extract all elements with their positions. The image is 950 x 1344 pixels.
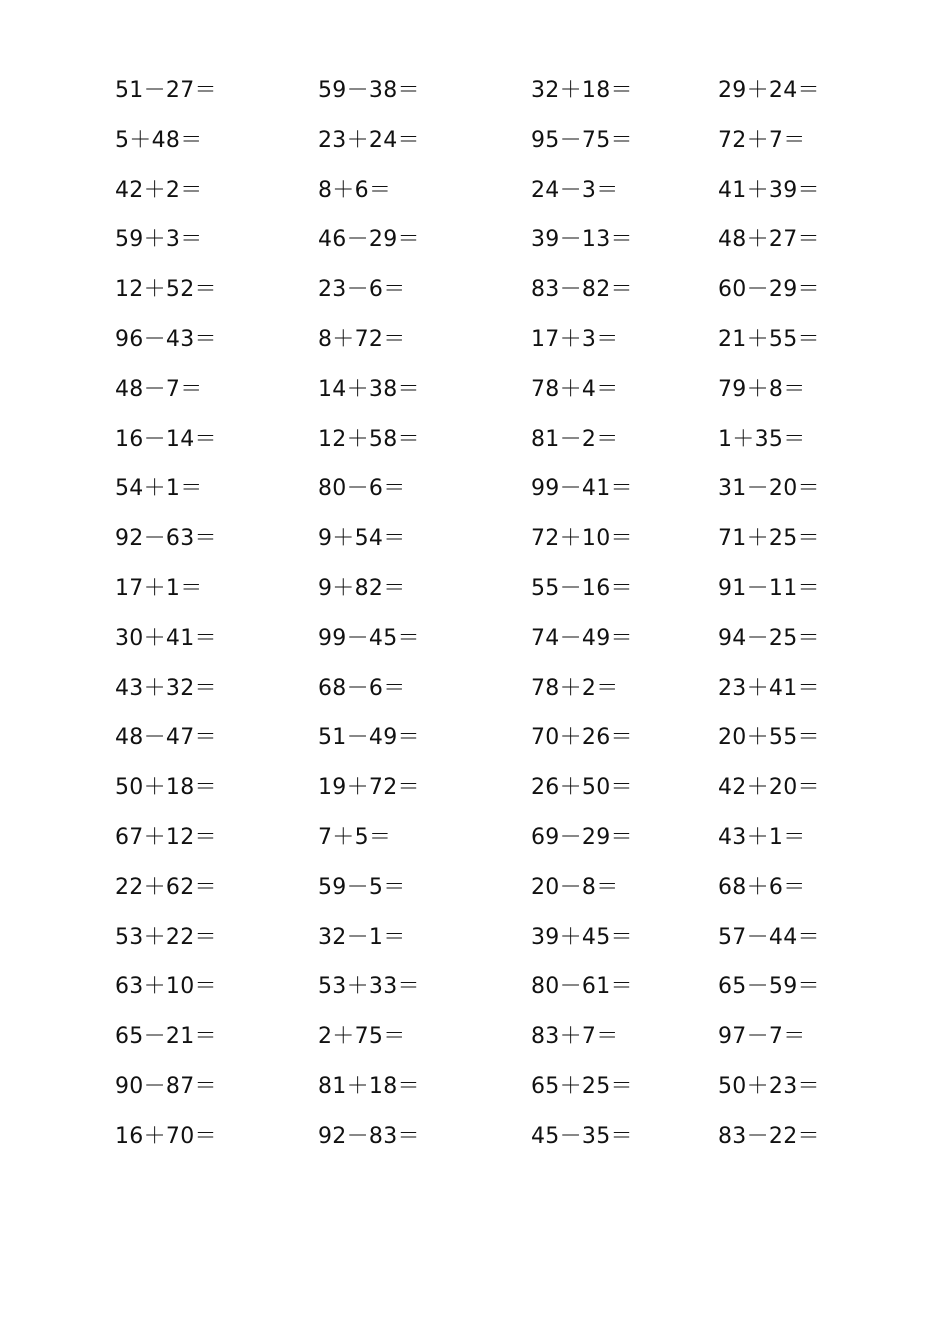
math-problem: 1＋35＝ [718,426,806,452]
math-problem: 59－38＝ [318,78,420,103]
math-problem: 20－8＝ [531,874,619,900]
math-problem: 99－45＝ [318,625,420,651]
math-problem: 5＋48＝ [115,127,203,153]
math-problem: 48－47＝ [115,725,217,751]
problem-row [0,215,950,265]
math-problem: 42＋20＝ [718,775,820,801]
math-problem: 12＋58＝ [318,426,420,452]
math-problem: 59＋3＝ [115,227,203,253]
math-problem: 67＋12＝ [115,824,217,850]
math-problem: 65－59＝ [718,974,820,1000]
math-problem: 16－14＝ [115,426,217,452]
math-problem: 51－27＝ [115,78,217,103]
problem-row [0,1062,950,1112]
problem-row [0,315,950,365]
math-problem: 7＋5＝ [318,824,392,850]
problem-row [0,1112,950,1162]
math-problem: 83－82＝ [531,277,633,303]
math-problem: 55－16＝ [531,575,633,601]
math-problem: 94－25＝ [718,625,820,651]
math-problem: 71＋25＝ [718,526,820,552]
math-problem: 69－29＝ [531,824,633,850]
math-problem: 42＋2＝ [115,177,203,203]
math-problem: 30＋41＝ [115,625,217,651]
math-problem: 83－22＝ [718,1123,820,1149]
math-problem: 39＋45＝ [531,924,633,950]
math-problem: 78＋4＝ [531,376,619,402]
math-problem: 72＋10＝ [531,526,633,552]
math-problem: 43＋32＝ [115,675,217,701]
math-problem: 12＋52＝ [115,277,217,303]
math-problem: 32－1＝ [318,924,406,950]
problem-row [0,564,950,614]
math-problem: 16＋70＝ [115,1123,217,1149]
math-problem: 14＋38＝ [318,376,420,402]
problem-row [0,913,950,963]
problem-row [0,415,950,465]
problem-row [0,962,950,1012]
math-problem: 23－6＝ [318,277,406,303]
math-problem: 43＋1＝ [718,824,806,850]
math-problem: 8＋72＝ [318,326,406,352]
problem-row [0,464,950,514]
math-problem: 29＋24＝ [718,78,820,103]
math-problem: 17＋3＝ [531,326,619,352]
math-problem: 83＋7＝ [531,1024,619,1050]
math-problem: 50＋18＝ [115,775,217,801]
math-problem: 74－49＝ [531,625,633,651]
problem-row [0,664,950,714]
math-problem: 90－87＝ [115,1073,217,1099]
math-problem: 46－29＝ [318,227,420,253]
problem-row [0,365,950,415]
math-problem: 78＋2＝ [531,675,619,701]
math-problem: 81－2＝ [531,426,619,452]
math-problem: 72＋7＝ [718,127,806,153]
math-problem: 95－75＝ [531,127,633,153]
math-problem: 97－7＝ [718,1024,806,1050]
math-problem: 31－20＝ [718,476,820,502]
math-problem: 80－61＝ [531,974,633,1000]
math-problem: 9＋82＝ [318,575,406,601]
math-problem: 23＋41＝ [718,675,820,701]
problem-row [0,66,950,116]
math-problem: 50＋23＝ [718,1073,820,1099]
math-problem: 48－7＝ [115,376,203,402]
problem-row [0,863,950,913]
math-problem: 22＋62＝ [115,874,217,900]
math-problem: 53＋33＝ [318,974,420,1000]
math-problem: 21＋55＝ [718,326,820,352]
math-problem: 41＋39＝ [718,177,820,203]
math-problem: 79＋8＝ [718,376,806,402]
arithmetic-worksheet [0,66,950,1162]
problem-row [0,1012,950,1062]
math-problem: 92－83＝ [318,1123,420,1149]
math-problem: 65－21＝ [115,1024,217,1050]
math-problem: 81＋18＝ [318,1073,420,1099]
problem-row [0,713,950,763]
problem-row [0,166,950,216]
math-problem: 32＋18＝ [531,78,633,103]
problem-row [0,116,950,166]
problem-row [0,514,950,564]
math-problem: 65＋25＝ [531,1073,633,1099]
math-problem: 68＋6＝ [718,874,806,900]
math-problem: 70＋26＝ [531,725,633,751]
math-problem: 8＋6＝ [318,177,392,203]
math-problem: 59－5＝ [318,874,406,900]
math-problem: 80－6＝ [318,476,406,502]
math-problem: 96－43＝ [115,326,217,352]
math-problem: 20＋55＝ [718,725,820,751]
math-problem: 2＋75＝ [318,1024,406,1050]
math-problem: 68－6＝ [318,675,406,701]
problem-row [0,614,950,664]
math-problem: 45－35＝ [531,1123,633,1149]
math-problem: 48＋27＝ [718,227,820,253]
math-problem: 99－41＝ [531,476,633,502]
problem-row [0,813,950,863]
math-problem: 39－13＝ [531,227,633,253]
math-problem: 19＋72＝ [318,775,420,801]
math-problem: 26＋50＝ [531,775,633,801]
math-problem: 53＋22＝ [115,924,217,950]
problem-row [0,763,950,813]
math-problem: 57－44＝ [718,924,820,950]
math-problem: 24－3＝ [531,177,619,203]
math-problem: 54＋1＝ [115,476,203,502]
math-problem: 91－11＝ [718,575,820,601]
math-problem: 51－49＝ [318,725,420,751]
math-problem: 63＋10＝ [115,974,217,1000]
problem-row [0,265,950,315]
math-problem: 23＋24＝ [318,127,420,153]
math-problem: 17＋1＝ [115,575,203,601]
math-problem: 60－29＝ [718,277,820,303]
math-problem: 9＋54＝ [318,526,406,552]
math-problem: 92－63＝ [115,526,217,552]
